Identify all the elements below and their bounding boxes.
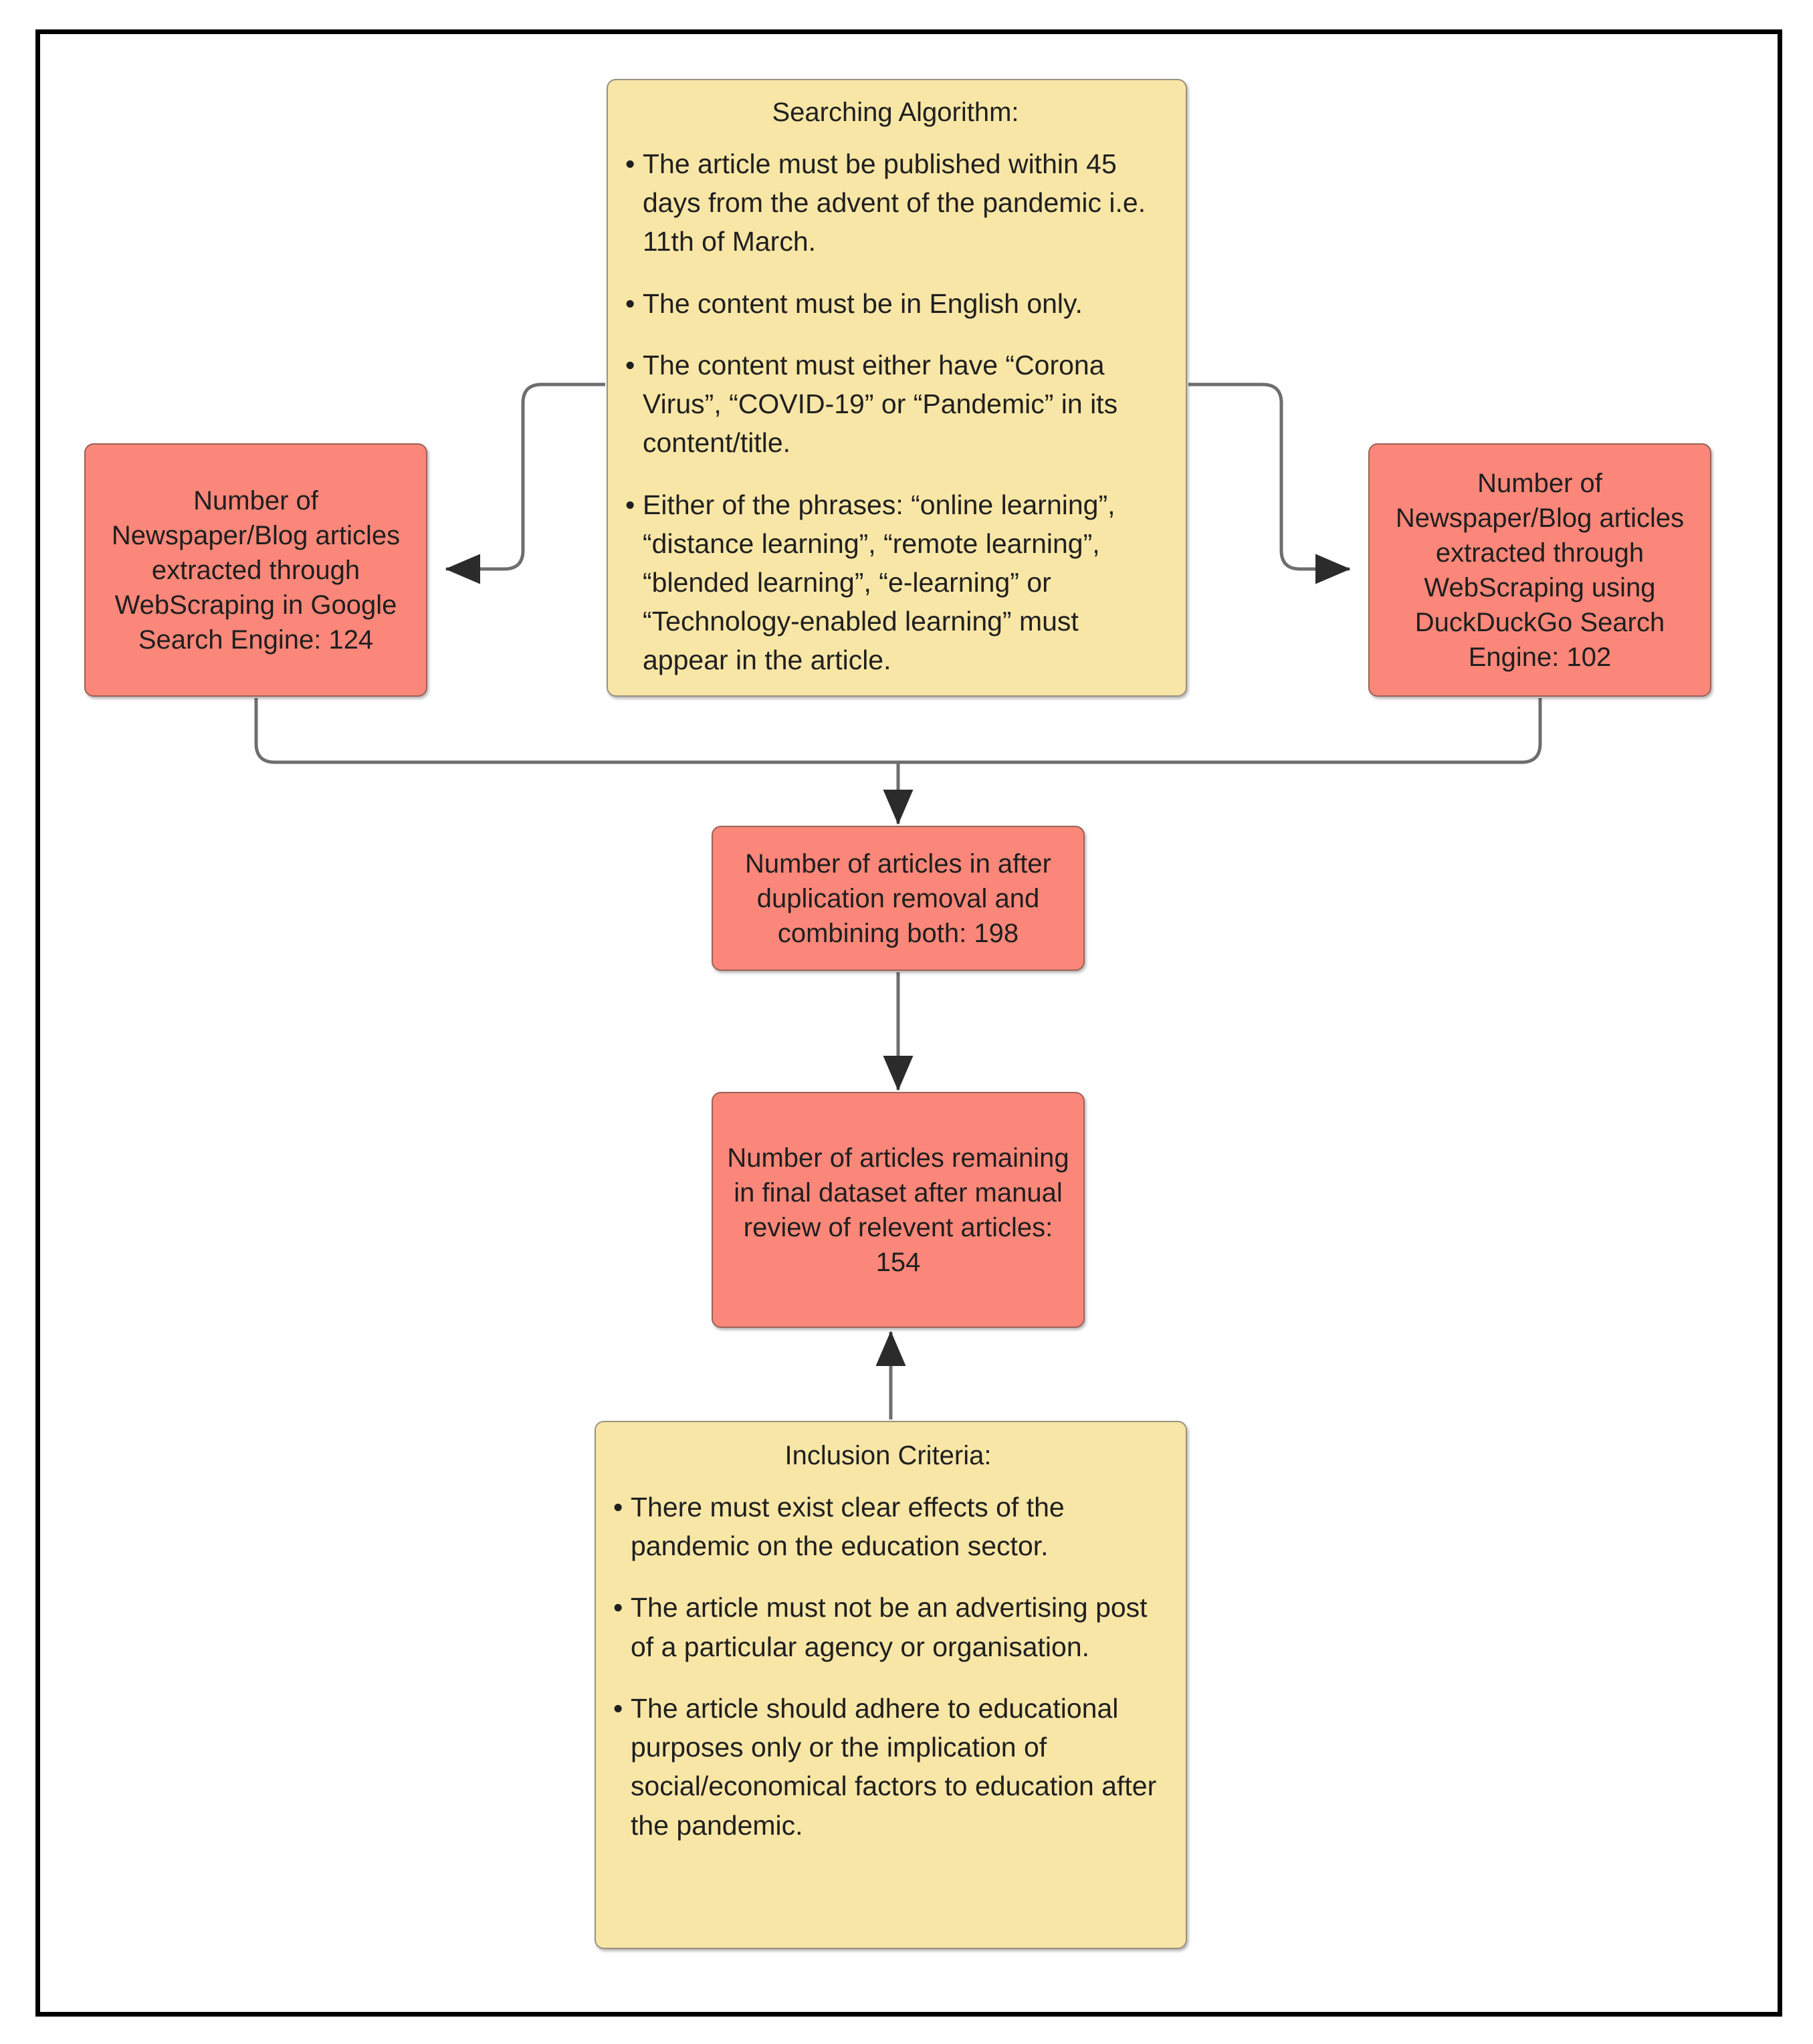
searching-algorithm-bullet-2 xyxy=(625,284,1166,323)
bullet-icon: • xyxy=(613,1492,623,1522)
searching-algorithm-bullet-3-label: The content must either have “Corona Virus”, “COVID-19” or “Pandemic” in its content/title. xyxy=(643,349,1118,459)
dedup-box-label: Number of articles in after duplication removal and combining both: 198 xyxy=(745,848,1051,948)
searching-algorithm-bullet-4-label: Either of the phrases: “online learning”, “distance learning”, “remote learning”, “blended learning”, “e-learning” or “Technology-enabled learning” must appear in the article. xyxy=(643,489,1115,676)
searching-algorithm-bullet-2-label: The content must be in English only. xyxy=(643,288,1083,319)
inclusion-criteria-list xyxy=(613,1488,1163,1845)
inclusion-criteria-bullet-1 xyxy=(613,1488,1163,1565)
bullet-icon: • xyxy=(625,288,635,319)
node-duckduckgo-search-count xyxy=(1368,443,1711,697)
duckduckgo-box-body xyxy=(1370,445,1710,695)
node-google-search-count xyxy=(84,443,427,697)
inclusion-criteria-title: Inclusion Criteria: xyxy=(784,1441,992,1470)
inclusion-criteria-bullet-3 xyxy=(613,1689,1163,1845)
node-inclusion-criteria xyxy=(595,1421,1187,1949)
dedup-box-body xyxy=(713,827,1083,970)
searching-algorithm-bullet-1 xyxy=(625,144,1166,261)
searching-algorithm-bullet-4 xyxy=(625,485,1166,680)
inclusion-criteria-bullet-2-label: The article must not be an advertising post of a particular agency or organisation. xyxy=(631,1592,1148,1662)
bullet-icon: • xyxy=(613,1692,623,1724)
searching-algorithm-list xyxy=(625,144,1166,680)
inclusion-criteria-bullet-3-label: The article should adhere to educational purposes only or the implication of social/economical factors to education after the pandemic. xyxy=(631,1692,1157,1841)
inclusion-criteria-bullet-1-label: There must exist clear effects of the pandemic on the education sector. xyxy=(631,1492,1065,1562)
final-box-label: Number of articles remaining in final dataset after manual review of relevent articles: 154 xyxy=(727,1143,1069,1277)
final-box-body xyxy=(713,1093,1083,1327)
bullet-icon: • xyxy=(625,489,635,520)
bullet-icon: • xyxy=(613,1592,623,1623)
node-searching-algorithm xyxy=(607,79,1187,697)
searching-algorithm-body xyxy=(608,80,1186,695)
bullet-icon: • xyxy=(625,349,635,380)
searching-algorithm-bullet-3 xyxy=(625,346,1166,463)
duckduckgo-box-label: Number of Newspaper/Blog articles extracted through WebScraping using DuckDuckGo Search Engine: 102 xyxy=(1395,468,1685,672)
google-box-label: Number of Newspaper/Blog articles extracted through WebScraping in Google Search Engine: 124 xyxy=(111,485,401,655)
searching-algorithm-title: Searching Algorithm: xyxy=(772,98,1019,127)
node-deduplicated-count xyxy=(712,826,1085,971)
inclusion-criteria-body xyxy=(596,1422,1186,1948)
searching-algorithm-bullet-1-label: The article must be published within 45 days from the advent of the pandemic i.e. 11th of March. xyxy=(643,148,1146,257)
node-final-dataset-count xyxy=(712,1092,1085,1328)
google-box-body xyxy=(86,445,426,695)
bullet-icon: • xyxy=(625,148,635,179)
inclusion-criteria-bullet-2 xyxy=(613,1588,1163,1666)
